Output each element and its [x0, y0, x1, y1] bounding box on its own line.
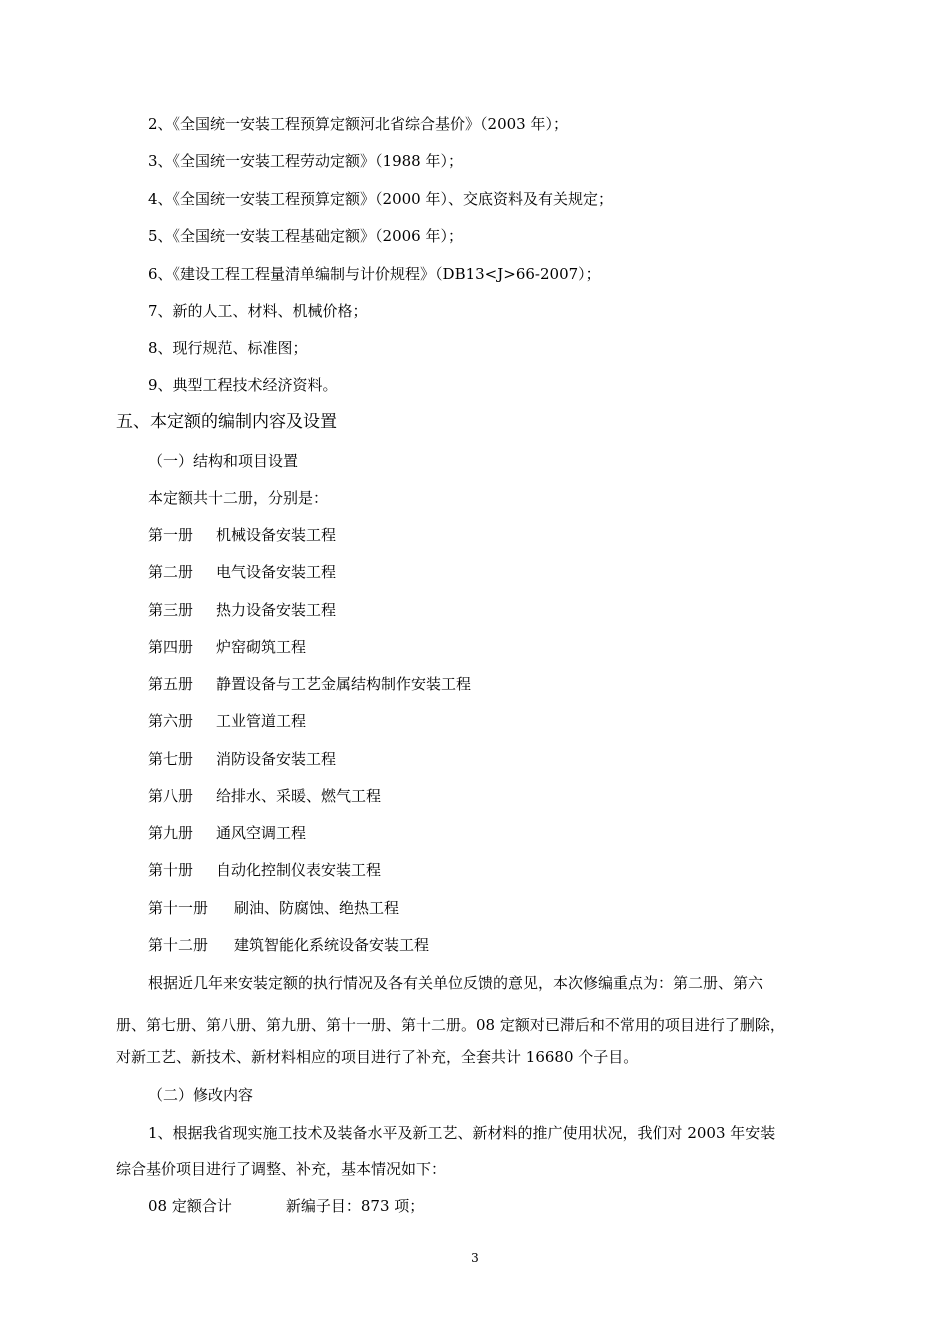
volume-number: 第四册	[148, 638, 194, 656]
paragraph-line: 根据近几年来安装定额的执行情况及各有关单位反馈的意见，本次修编重点为：第二册、第六	[148, 974, 764, 992]
volume-title: 热力设备安装工程	[216, 601, 337, 619]
volume-item	[148, 786, 381, 806]
volume-item	[148, 823, 306, 843]
volume-number: 第十一册	[148, 899, 209, 917]
subsection-heading: （一）结构和项目设置	[148, 452, 299, 470]
intro-text: 本定额共十二册，分别是：	[148, 489, 329, 507]
reference-item: 4、《全国统一安装工程预算定额》（2000 年）、交底资料及有关规定；	[148, 190, 613, 208]
volume-title: 建筑智能化系统设备安装工程	[234, 936, 430, 954]
page-number: 3	[471, 1251, 479, 1265]
volume-number: 第一册	[148, 526, 194, 544]
volume-number: 第六册	[148, 712, 194, 730]
volume-item	[148, 749, 336, 769]
volume-title: 炉窑砌筑工程	[216, 638, 307, 656]
volume-item	[148, 525, 336, 545]
volume-title: 消防设备安装工程	[216, 750, 337, 768]
volume-title: 自动化控制仪表安装工程	[216, 861, 382, 879]
reference-item: 8、现行规范、标准图；	[148, 339, 308, 357]
volume-number: 第十二册	[148, 936, 209, 954]
volume-item	[148, 898, 399, 918]
paragraph-line: 1、根据我省现实施工技术及装备水平及新工艺、新材料的推广使用状况，我们对 2003 年安装	[148, 1124, 776, 1142]
reference-item: 2、《全国统一安装工程预算定额河北省综合基价》（2003 年）；	[148, 115, 568, 133]
paragraph-line: 对新工艺、新技术、新材料相应的项目进行了补充，全套共计 16680 个子目。	[116, 1048, 639, 1066]
subsection-heading: （二）修改内容	[148, 1086, 254, 1104]
volume-number: 第八册	[148, 787, 194, 805]
section-heading: 五、本定额的编制内容及设置	[116, 412, 337, 432]
volume-item	[148, 674, 471, 694]
summary-value: 新编子目：873 项；	[285, 1197, 425, 1215]
volume-number: 第七册	[148, 750, 194, 768]
volume-title: 工业管道工程	[216, 712, 307, 730]
volume-title: 电气设备安装工程	[216, 563, 337, 581]
summary-line	[148, 1196, 424, 1216]
volume-title: 静置设备与工艺金属结构制作安装工程	[216, 675, 472, 693]
volume-item	[148, 860, 381, 880]
reference-item: 5、《全国统一安装工程基础定额》（2006 年）；	[148, 227, 463, 245]
summary-label: 08 定额合计	[148, 1197, 232, 1215]
volume-item	[148, 711, 306, 731]
volume-item	[148, 562, 336, 582]
volume-title: 给排水、采暖、燃气工程	[216, 787, 382, 805]
paragraph-line: 综合基价项目进行了调整、补充，基本情况如下：	[116, 1160, 447, 1178]
volume-number: 第十册	[148, 861, 194, 879]
volume-item	[148, 600, 336, 620]
reference-item: 3、《全国统一安装工程劳动定额》（1988 年）；	[148, 152, 463, 170]
paragraph-line: 册、第七册、第八册、第九册、第十一册、第十二册。08 定额对已滞后和不常用的项目进行了删除，	[116, 1016, 785, 1034]
volume-item	[148, 637, 306, 657]
volume-title: 刷油、防腐蚀、绝热工程	[234, 899, 400, 917]
volume-number: 第九册	[148, 824, 194, 842]
volume-number: 第五册	[148, 675, 194, 693]
volume-title: 机械设备安装工程	[216, 526, 337, 544]
volume-number: 第三册	[148, 601, 194, 619]
volume-item	[148, 935, 429, 955]
reference-item: 7、新的人工、材料、机械价格；	[148, 302, 368, 320]
volume-number: 第二册	[148, 563, 194, 581]
volume-title: 通风空调工程	[216, 824, 307, 842]
reference-item: 6、《建设工程工程量清单编制与计价规程》（DB13<J>66-2007）；	[148, 265, 601, 283]
reference-item: 9、典型工程技术经济资料。	[148, 376, 338, 394]
